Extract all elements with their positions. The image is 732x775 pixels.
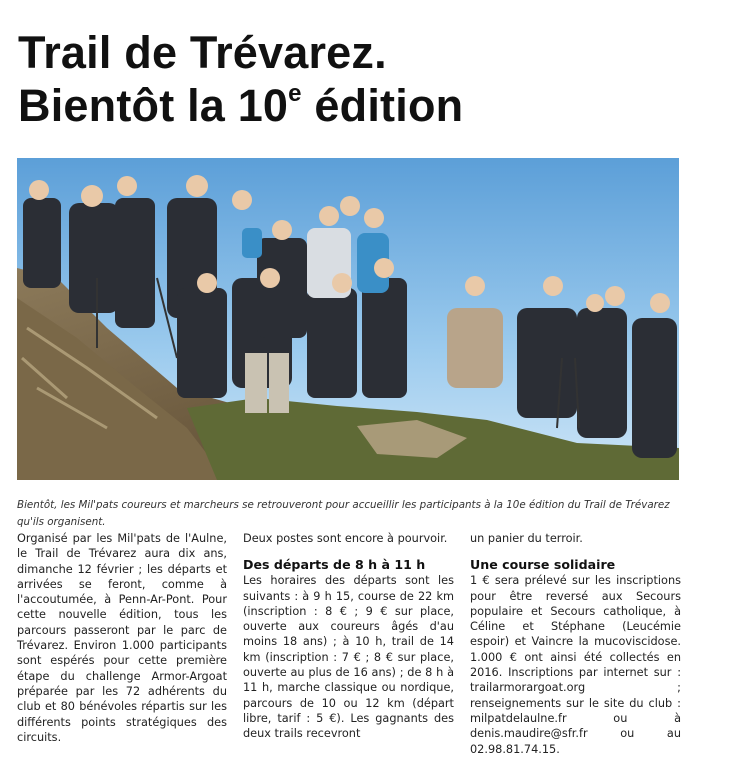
headline-line-2-prefix: Bientôt la 10 [18, 80, 289, 131]
article-column-1 [17, 531, 227, 745]
subheading-solidarity: Une course solidaire [470, 557, 616, 573]
headline-line-2-suffix: édition [301, 80, 464, 131]
article-paragraph-4: un panier du terroir. [470, 532, 583, 545]
headline-line-1: Trail de Trévarez. [18, 27, 387, 78]
headline-line-2 [18, 79, 463, 132]
article-column-2 [243, 531, 454, 742]
article-column-3 [470, 531, 681, 757]
group-photo [17, 158, 679, 480]
article-paragraph-2: Deux postes sont encore à pourvoir. [243, 532, 448, 545]
subheading-departures: Des départs de 8 h à 11 h [243, 557, 426, 573]
group-photo-illustration [17, 158, 679, 480]
article-paragraph-1: Organisé par les Mil'pats de l'Aulne, le Trail de Trévarez aura dix ans, dimanche 12 février ; les départs et arrivées se feront, comme à l'accoutumée, à Penn-Ar-Pont. Pour cette nouvelle édition, tous les parcours passeront par le parc de Trévarez. Environ 1.000 participants sont espérés pour cette première étape du challenge Armor-Argoat préparée par les 72 adhérents du club et 80 bénévoles répartis sur les différents points stratégiques des circuits. [17, 532, 227, 744]
headline-superscript: e [288, 80, 302, 107]
headline [18, 26, 463, 132]
photo-caption: Bientôt, les Mil'pats coureurs et marcheurs se retrouveront pour accueillir les participants à la 10e édition du Trail de Trévarez qu'ils organisent. [17, 499, 670, 529]
article-paragraph-5: 1 € sera prélevé sur les inscriptions pour être reversé aux Secours populaire et Secours catholique, à Céline et Stéphane (Leucémie espoir) et Vaincre la mucoviscidose. 1.000 € ont ainsi été collectés en 2016. Inscriptions par internet sur : trailarmorargoat.org ; renseignements sur le site du club : milpatdelaulne.fr ou à denis.maudire@sfr.fr ou au 02.98.81.74.15. [470, 574, 681, 756]
article-paragraph-3: Les horaires des départs sont les suivants : à 9 h 15, course de 22 km (inscription : 8 € ; 9 € sur place, ouverte aux coureurs âgés d'au moins 18 ans) ; à 10 h, trail de 14 km (inscription : 7 € ; 8 € sur place, ouverte au plus de 16 ans) ; de 8 h à 11 h, marche classique ou nordique, parcours de 10 ou 12 km (départ libre, tarif : 5 €). Les gagnants des deux trails recevront [243, 574, 454, 741]
